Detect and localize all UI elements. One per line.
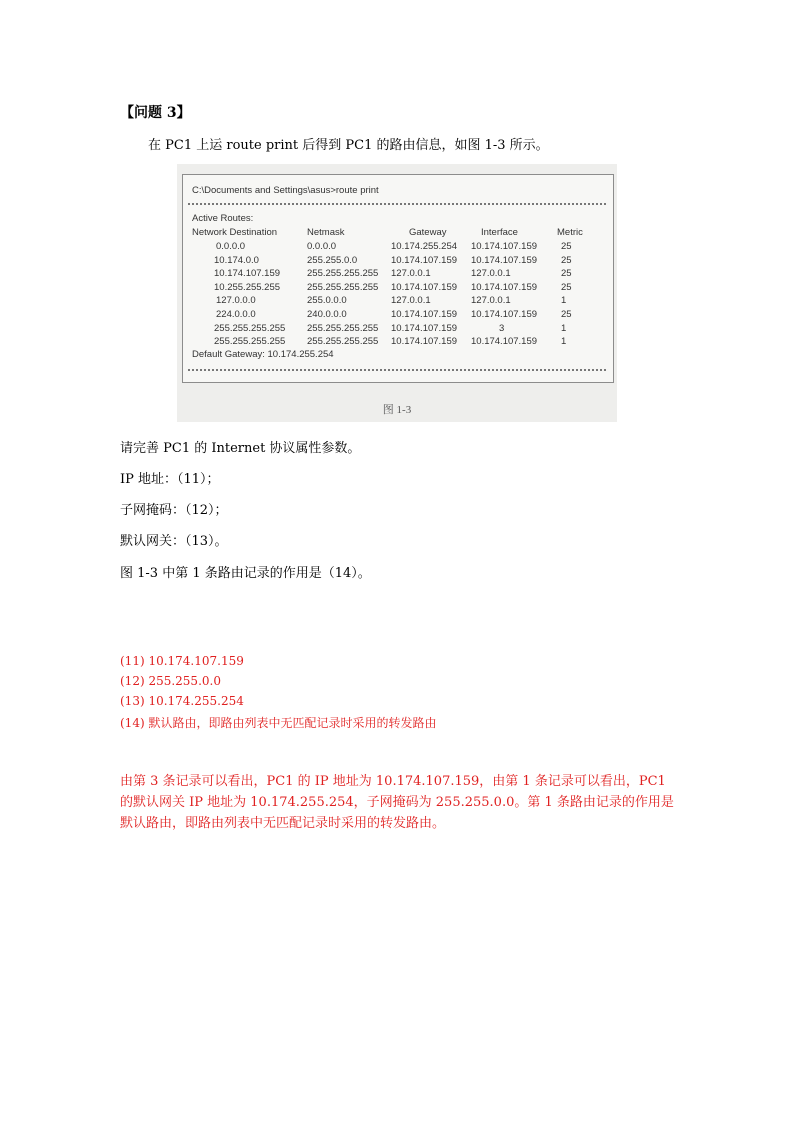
figure-caption: 图 1-3 — [382, 404, 412, 416]
explanation-paragraph: 由第 3 条记录可以看出，PC1 的 IP 地址为 10.174.107.159，由第 1 条记录可以看出，PC1 的默认网关 IP 地址为 10.174.255.254，子网掩码为 255.255.0.0。第 1 条路由记录的作用是默认路由，即路由列表中无匹配记录时采用的转发路由。 — [120, 774, 674, 831]
answer-14: (14) 默认路由，即路由列表中无匹配记录时采用的转发路由 — [120, 716, 437, 730]
route-cell: 0.0.0.0 — [307, 241, 337, 252]
question-ip: IP 地址：（11）； — [120, 472, 220, 487]
route-cell: 224.0.0.0 — [216, 309, 256, 320]
route-cell: 25 — [561, 281, 572, 293]
route-print-figure — [177, 164, 617, 422]
separator-line-bottom — [188, 369, 606, 371]
column-header: Network Destination — [192, 227, 278, 238]
route-cell: 10.174.107.159 — [214, 268, 281, 280]
answer-13: (13) 10.174.255.254 — [120, 694, 244, 708]
default-gateway-line: Default Gateway: 10.174.255.254 — [192, 349, 334, 360]
route-cell: 25 — [561, 241, 572, 252]
route-cell: 3 — [499, 322, 505, 334]
route-cell: 127.0.0.1 — [471, 268, 511, 280]
route-cell: 1 — [561, 295, 567, 307]
route-cell: 127.0.0.1 — [391, 268, 431, 280]
question-mask: 子网掩码：（12）； — [120, 503, 228, 518]
route-cell: 127.0.0.1 — [391, 295, 431, 307]
console-screenshot — [182, 174, 614, 383]
route-cell: 10.174.107.159 — [391, 322, 458, 334]
answer-12: (12) 255.255.0.0 — [120, 674, 221, 688]
route-cell: 10.174.107.159 — [471, 254, 538, 266]
route-cell: 255.255.255.255 — [214, 336, 286, 348]
route-cell: 255.255.255.255 — [307, 336, 379, 348]
route-cell: 10.174.107.159 — [471, 241, 538, 252]
route-cell: 10.174.107.159 — [471, 336, 538, 348]
route-cell: 1 — [561, 322, 567, 334]
separator-line — [188, 203, 606, 205]
question-heading: 【问题 3】 — [120, 105, 191, 121]
route-cell: 10.174.107.159 — [471, 309, 538, 320]
route-cell: 0.0.0.0 — [216, 241, 246, 252]
column-header: Interface — [481, 227, 518, 238]
route-cell: 255.255.255.255 — [307, 268, 379, 280]
route-cell: 10.174.107.159 — [391, 254, 458, 266]
route-cell: 25 — [561, 254, 572, 266]
route-cell: 10.174.0.0 — [214, 254, 259, 266]
route-cell: 10.174.255.254 — [391, 241, 458, 252]
question-route: 图 1-3 中第 1 条路由记录的作用是（14）。 — [120, 566, 371, 581]
intro-text: 在 PC1 上运 route print 后得到 PC1 的路由信息，如图 1-3 所示。 — [148, 138, 549, 153]
route-cell: 1 — [561, 336, 567, 348]
question-prompt: 请完善 PC1 的 Internet 协议属性参数。 — [120, 441, 361, 456]
route-cell: 25 — [561, 268, 572, 280]
column-header: Gateway — [409, 227, 447, 238]
route-cell: 255.255.255.255 — [307, 322, 379, 334]
answer-11: (11) 10.174.107.159 — [120, 654, 244, 668]
route-cell: 127.0.0.0 — [216, 295, 256, 307]
route-cell: 10.174.107.159 — [471, 281, 538, 293]
route-cell: 255.255.255.255 — [307, 281, 379, 293]
route-cell: 240.0.0.0 — [307, 309, 347, 320]
console-prompt: C:\Documents and Settings\asus>route print — [192, 185, 379, 196]
route-cell: 10.174.107.159 — [391, 281, 458, 293]
question-gateway: 默认网关：（13）。 — [120, 534, 228, 549]
route-cell: 10.174.107.159 — [391, 309, 458, 320]
route-cell: 255.255.255.255 — [214, 322, 286, 334]
route-cell: 10.255.255.255 — [214, 281, 281, 293]
column-header: Netmask — [307, 227, 345, 238]
active-routes-label: Active Routes: — [192, 213, 254, 224]
route-cell: 255.255.0.0 — [307, 254, 358, 266]
route-cell: 10.174.107.159 — [391, 336, 458, 348]
route-cell: 127.0.0.1 — [471, 295, 511, 307]
route-cell: 255.0.0.0 — [307, 295, 347, 307]
column-header: Metric — [557, 227, 583, 238]
route-cell: 25 — [561, 309, 572, 320]
